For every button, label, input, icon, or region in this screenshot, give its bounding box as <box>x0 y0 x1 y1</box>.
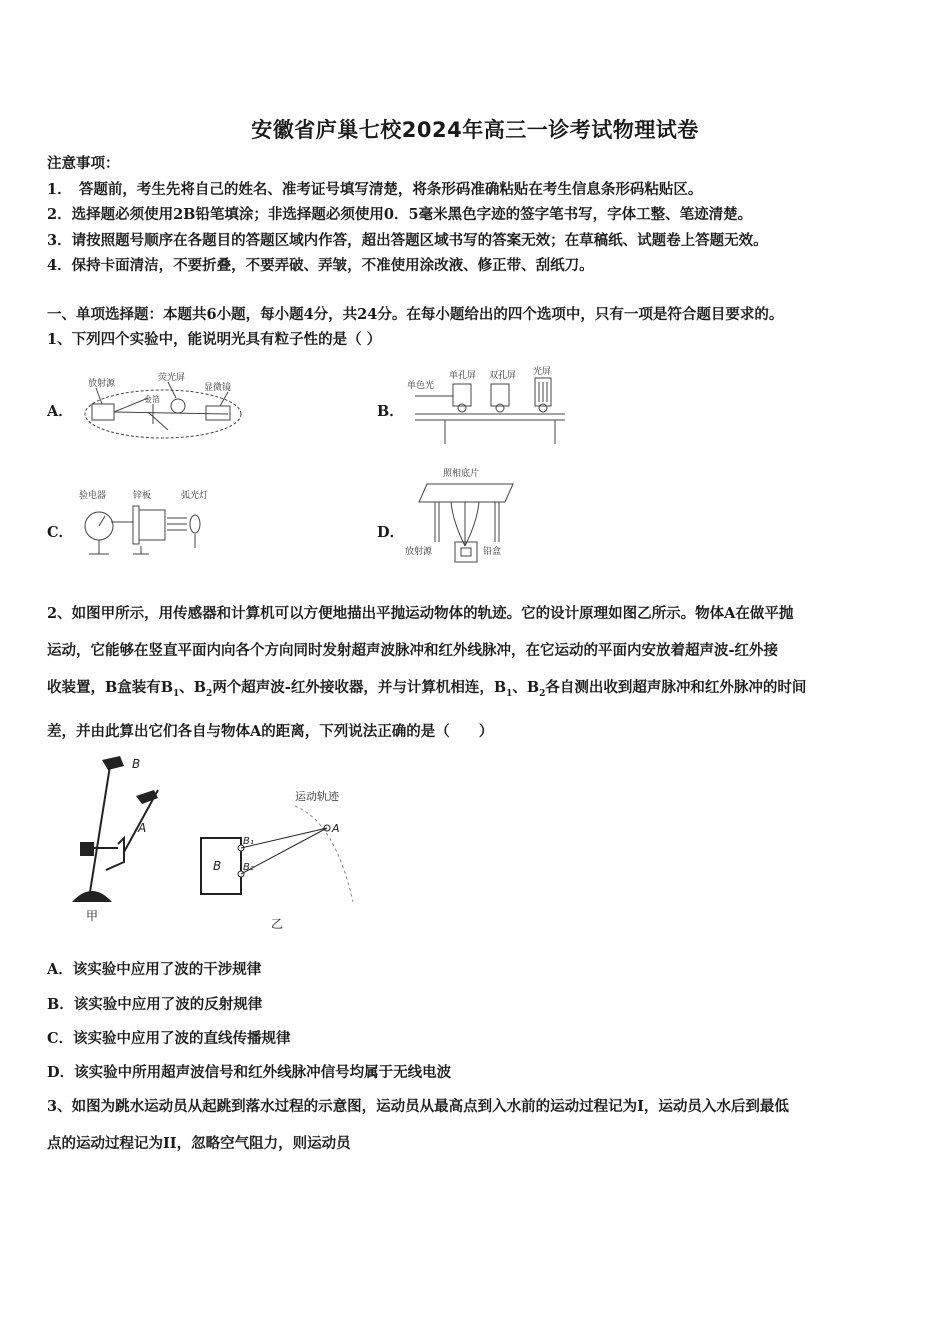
figure-photoelectric <box>75 484 235 564</box>
label-electroscope: 验电器 <box>79 491 107 501</box>
label-zinc-plate: 锌板 <box>133 491 152 501</box>
notice-item: 4．保持卡面清洁，不要折叠，不要弄破、弄皱，不准使用涂改液、修正带、刮纸刀。 <box>47 257 594 274</box>
option-a-label: A． <box>47 403 73 420</box>
notice-item: 2．选择题必须使用2B铅笔填涂；非选择题必须使用0．5毫米黑色字迹的签字笔书写，字体工整、笔迹清楚。 <box>47 206 753 223</box>
label-b: B <box>132 757 141 771</box>
label-lead-box: 铅盒 <box>483 547 502 557</box>
notice-item: 1． 答题前，考生先将自己的姓名、准考证号填写清楚，将条形码准确粘贴在考生信息条形码粘贴区。 <box>47 181 703 198</box>
label-b1: B₁ <box>243 836 254 847</box>
figure-double-slit <box>405 366 570 446</box>
label-radiation-source: 放射源 <box>88 379 116 389</box>
label-trajectory: 运动轨迹 <box>295 790 339 803</box>
label-fluorescent-screen: 荧光屏 <box>158 373 186 383</box>
label-b: B <box>213 859 222 873</box>
label-photo-film: 照相底片 <box>443 469 480 479</box>
emitter-a-icon <box>136 790 158 804</box>
q2-option-c: C．该实验中应用了波的直线传播规律 <box>47 1030 291 1047</box>
receiver-b-icon <box>102 756 124 770</box>
label-microscope: 显微镜 <box>204 383 232 393</box>
q2-option-b: B．该实验中应用了波的反射规律 <box>47 996 263 1013</box>
option-b-label: B． <box>377 403 404 420</box>
q2-option-a: A．该实验中应用了波的干涉规律 <box>47 961 262 978</box>
option-c-label: C． <box>47 524 74 541</box>
question-3-text: 3、如图为跳水运动员从起跳到落水过程的示意图，运动员从最高点到入水前的运动过程记为I，运动员入水后到最低 点的运动过程记为II，忽略空气阻力，则运动员 <box>47 1098 789 1152</box>
section-heading: 一、单项选择题：本题共6小题，每小题4分，共24分。在每小题给出的四个选项中，只有一项是符合题目要求的。 <box>47 306 784 323</box>
label-b2: B₂ <box>243 862 254 873</box>
label-a: A <box>332 822 340 835</box>
label-monochromatic-light: 单色光 <box>407 381 435 391</box>
stand-base-icon <box>72 891 112 902</box>
label-light-screen: 光屏 <box>533 367 552 377</box>
label-arc-lamp: 弧光灯 <box>181 491 209 501</box>
notice-item: 3．请按照题号顺序在各题目的答题区域内作答，超出答题区域书写的答案无效；在草稿纸、试题卷上答题无效。 <box>47 232 768 249</box>
page-title: 安徽省庐巢七校2024年高三一诊考试物理试卷 <box>251 118 699 142</box>
label-source: 放射源 <box>405 547 433 557</box>
figure-caption-yi: 乙 <box>271 917 284 931</box>
figure-caption-jia: 甲 <box>86 909 99 923</box>
option-d-label: D． <box>377 524 405 541</box>
label-single-slit: 单孔屏 <box>449 371 477 381</box>
figure-alpha-scattering <box>78 370 248 442</box>
label-gold-foil: 金箔 <box>144 395 160 404</box>
figure-yi-diagram <box>195 782 365 932</box>
label-a: A <box>138 821 147 835</box>
question-1-stem: 1、下列四个实验中，能说明光具有粒子性的是（ ） <box>47 331 382 348</box>
notice-heading: 注意事项： <box>47 155 120 172</box>
label-double-slit: 双孔屏 <box>489 371 517 381</box>
figure-jia-apparatus <box>58 752 178 924</box>
q2-option-d: D．该实验中所用超声波信号和红外线脉冲信号均属于无线电波 <box>47 1064 452 1081</box>
question-2-text: 2、如图甲所示，用传感器和计算机可以方便地描出平抛运动物体的轨迹。它的设计原理如图乙所示。物体A在做平抛 运动，它能够在竖直平面内向各个方向同时发射超声波脉冲和红外线脉冲，在它运动的平面内安放着超声波-红外接 收装置，B盒装有$B_1$、$B_2$两个超声波-红外接收器，并与计算机相连，$B_1$、$B_2$各自测出收到超声脉冲和红外脉冲的时间 差，并由此算出它们各自与物体A的距离，下列说法正确的是（ ） <box>47 605 807 740</box>
figure-radiation-deflection <box>405 462 530 566</box>
